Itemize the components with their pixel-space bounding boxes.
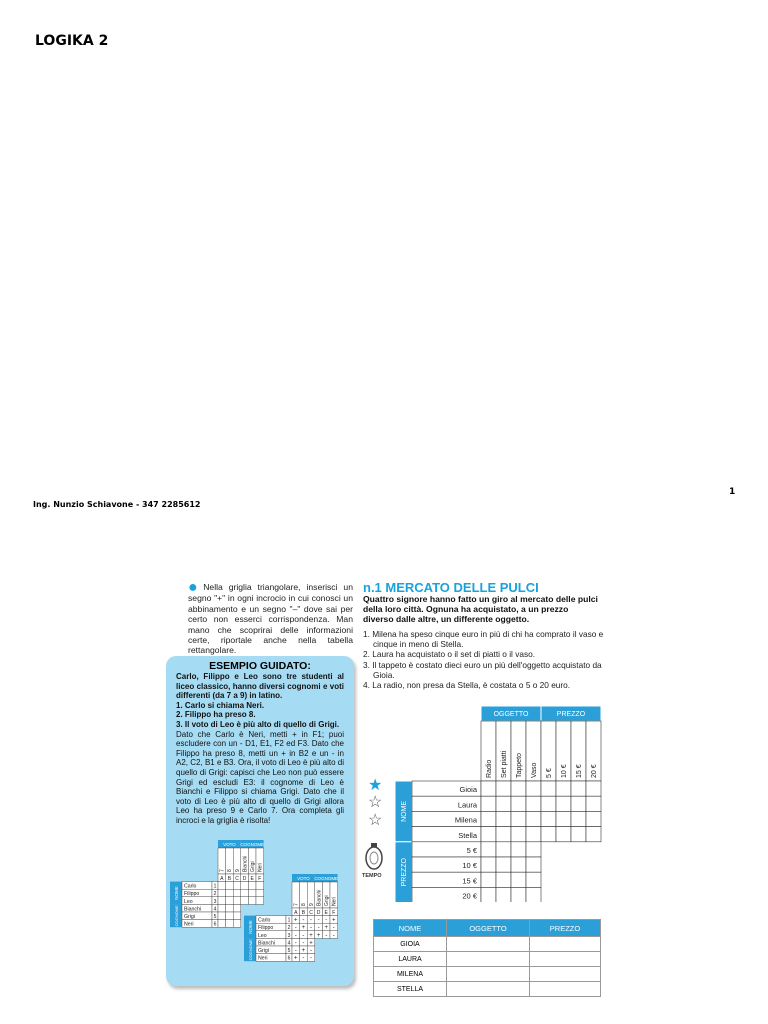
- header-cognome-side: COGNOME: [174, 905, 179, 927]
- grid-cell[interactable]: [556, 827, 571, 842]
- row-number: 2: [287, 925, 291, 932]
- grid-cell: [226, 904, 234, 912]
- logic-grid: [395, 706, 605, 902]
- grid-mark: +: [309, 932, 313, 939]
- grid-cell: [218, 912, 226, 920]
- column-letter: E: [250, 876, 254, 882]
- clue-1: 1. Milena ha speso cinque euro in più di chi ha comprato il vaso e cinque in meno di Stella.: [363, 629, 604, 650]
- grid-cell[interactable]: [496, 887, 511, 902]
- column-letter: F: [332, 910, 336, 916]
- row-label: Neri: [258, 955, 268, 962]
- grid-mark: -: [310, 955, 312, 962]
- row-label: Neri: [184, 921, 194, 928]
- grid-mark: +: [324, 925, 328, 932]
- grid-mark: +: [316, 932, 321, 939]
- grid-mark: +: [294, 917, 298, 924]
- grid-mark: +: [301, 925, 306, 932]
- row-number: 4: [213, 906, 217, 913]
- row-label: Filippo: [184, 891, 200, 898]
- grid-cell: [226, 912, 234, 920]
- row-label: 5 €: [466, 846, 477, 855]
- row-number: 5: [213, 914, 217, 920]
- row-label: Leo: [258, 932, 267, 939]
- star-filled-icon: ★: [368, 777, 383, 794]
- grid-cell[interactable]: [526, 842, 541, 857]
- row-label: Gioia: [459, 785, 477, 795]
- grid-cell[interactable]: [496, 827, 511, 842]
- row-label: Bianchi: [184, 906, 202, 913]
- row-number: 1: [213, 883, 217, 890]
- grid-cell: [233, 904, 241, 912]
- grid-mark: -: [317, 925, 320, 932]
- column-label: Set piatti: [501, 750, 508, 778]
- grid-cell[interactable]: [496, 796, 511, 811]
- guided-example-clue-2: 2. Filippo ha preso 8.: [176, 710, 256, 720]
- row-label: Filippo: [258, 925, 274, 932]
- row-label: Bianchi: [258, 940, 276, 947]
- grid-cell: [233, 912, 241, 920]
- grid-mark: -: [302, 932, 305, 939]
- grid-cell: [218, 889, 226, 897]
- column-letter: D: [242, 876, 247, 882]
- guided-example-explanation: Dato che Carlo è Neri, metti + in F1; puoi escludere con un - D1, E1, F2 ed F3. Dato che Filippo ha preso 8, metti un + in B2 e un - in A2, C2, B1 e B3. Ora, il voto di Leo è più alto di quello di Grigi: capisci che Leo non può essere Grigi ed escludi E3: il cognome di Leo è Bianchi e Filippo si chiama Grigi. Dato che il voto di Leo è più alto di quello di Grigi allora Leo ha preso 9 e Carlo 7. Ora completa gli incroci e la griglia è risolta!: [176, 729, 344, 825]
- intro-text: Nella griglia triangolare, inserisci un segno "+" in ogni incrocio in cui conosci un abbinamento e un segno "–" dove sai per certo non esserci corrispondenza. Man mano che scoprirai delle informazioni certe, riportale anche nella tabella rettangolare.: [188, 582, 353, 656]
- grid-cell[interactable]: [511, 857, 526, 872]
- column-label: 7: [219, 869, 226, 872]
- grid-cell[interactable]: [481, 872, 496, 887]
- row-label: 15 €: [462, 876, 477, 886]
- header-cognome: COGNOME: [240, 842, 265, 847]
- summary-object-cell[interactable]: [447, 967, 530, 982]
- grid-cell[interactable]: [511, 887, 526, 902]
- grid-cell[interactable]: [481, 811, 496, 826]
- grid-cell[interactable]: [481, 887, 496, 902]
- grid-mark: -: [294, 925, 297, 932]
- grid-cell[interactable]: [481, 827, 496, 842]
- row-number: 4: [287, 940, 291, 947]
- row-label: Grigi: [184, 914, 195, 920]
- header-voto: VOTO: [297, 876, 310, 881]
- document-title: LOGIKA 2: [35, 33, 109, 49]
- grid-mark: +: [309, 940, 313, 947]
- grid-mark: -: [294, 948, 297, 954]
- guided-example-title: ESEMPIO GUIDATO:: [209, 660, 311, 672]
- intro-paragraph: [188, 579, 353, 656]
- header-voto: VOTO: [223, 842, 236, 847]
- grid-mark: -: [302, 917, 305, 924]
- clue-4: 4. La radio, non presa da Stella, è costata o 5 o 20 euro.: [363, 680, 571, 691]
- grid-cell[interactable]: [541, 796, 556, 811]
- summary-price-cell[interactable]: [530, 937, 601, 952]
- table-row: [374, 982, 601, 997]
- summary-price-cell[interactable]: [530, 967, 601, 982]
- row-label: 20 €: [462, 891, 477, 901]
- grid-cell[interactable]: [526, 781, 541, 796]
- grid-cell: [218, 904, 226, 912]
- guided-example-clue-3: 3. Il voto di Leo è più alto di quello di Grigi.: [176, 719, 340, 729]
- clue-3: 3. Il tappeto è costato dieci euro un più dell'oggetto acquistato da Gioia.: [363, 659, 602, 680]
- summary-price-cell[interactable]: [530, 982, 601, 997]
- grid-mark: +: [332, 917, 336, 924]
- grid-mark: -: [302, 940, 305, 947]
- guided-example-text: [176, 672, 344, 826]
- grid-cell[interactable]: [526, 796, 541, 811]
- row-label: 10 €: [462, 861, 477, 871]
- summary-name: STELLA: [374, 982, 447, 997]
- column-letter: B: [301, 910, 306, 916]
- grid-cell: [218, 897, 226, 905]
- row-label: Stella: [458, 830, 477, 840]
- grid-cell[interactable]: [541, 811, 556, 826]
- grid-mark: +: [294, 955, 298, 962]
- grid-mark: -: [310, 948, 312, 954]
- grid-mark: -: [302, 955, 305, 962]
- header-oggetto: OGGETTO: [493, 711, 529, 718]
- grid-cell[interactable]: [541, 827, 556, 842]
- grid-cell[interactable]: [571, 827, 586, 842]
- row-number: 3: [287, 932, 291, 939]
- column-label: 15 €: [576, 764, 583, 778]
- column-label: 5 €: [546, 768, 553, 778]
- header-nome: NOME: [174, 886, 179, 900]
- column-label: Bianchi: [316, 889, 323, 906]
- grid-mark: -: [325, 932, 328, 939]
- table-row: [374, 952, 601, 967]
- stopwatch-icon: [362, 842, 386, 872]
- puzzle-clues: [363, 629, 605, 690]
- header-nome: NOME: [248, 920, 253, 934]
- column-letter: D: [316, 910, 321, 916]
- author-line: Ing. Nunzio Schiavone - 347 2285612: [33, 500, 201, 509]
- summary-object-cell[interactable]: [447, 952, 530, 967]
- row-number: 2: [213, 891, 217, 898]
- summary-table: [373, 919, 601, 997]
- grid-cell[interactable]: [556, 811, 571, 826]
- header-cognome-side: COGNOME: [248, 939, 253, 961]
- grid-cell[interactable]: [556, 781, 571, 796]
- grid-mark: -: [332, 925, 335, 932]
- grid-cell: [218, 882, 226, 890]
- row-number: 1: [287, 917, 291, 924]
- guided-example-intro: Carlo, Filippo e Leo sono tre studenti al liceo classico, hanno diversi cognomi e voti differenti (da 7 a 9) in latino.: [176, 672, 344, 701]
- summary-object-cell[interactable]: [447, 937, 530, 952]
- header-cognome: COGNOME: [314, 876, 339, 881]
- column-letter: A: [294, 910, 298, 916]
- grid-mark: +: [301, 948, 306, 954]
- page-number: 1: [729, 487, 736, 497]
- grid-cell[interactable]: [511, 842, 526, 857]
- header-nome: NOME: [401, 800, 408, 822]
- guided-example-clue-1: 1. Carlo si chiama Neri.: [176, 700, 265, 710]
- grid-cell: [248, 889, 256, 897]
- column-label: Bianchi: [242, 855, 249, 872]
- row-label: Grigi: [258, 948, 269, 954]
- summary-name: LAURA: [374, 952, 447, 967]
- clue-2: 2. Laura ha acquistato o il set di piatti o il vaso.: [363, 649, 536, 660]
- grid-cell[interactable]: [571, 811, 586, 826]
- row-number: 5: [287, 948, 291, 954]
- row-number: 3: [213, 898, 217, 905]
- grid-cell: [233, 920, 241, 928]
- star-empty-icon: ☆: [368, 812, 383, 829]
- grid-cell: [233, 882, 241, 890]
- grid-mark: -: [332, 932, 335, 939]
- column-label: 9: [308, 903, 315, 906]
- summary-table-wrapper: [373, 919, 601, 997]
- grid-cell[interactable]: [526, 811, 541, 826]
- column-letter: C: [235, 876, 239, 882]
- grid-cell: [226, 897, 234, 905]
- grid-cell: [226, 882, 234, 890]
- summary-header-nome: NOME: [374, 920, 447, 937]
- summary-header-oggetto: OGGETTO: [447, 920, 530, 937]
- row-number: 6: [287, 955, 291, 962]
- grid-cell[interactable]: [586, 796, 601, 811]
- grid-cell: [256, 889, 264, 897]
- column-letter: E: [324, 910, 328, 916]
- grid-cell: [241, 882, 249, 890]
- example-grids: [166, 838, 354, 988]
- row-label: Leo: [184, 898, 193, 905]
- timer-label: TEMPO: [362, 873, 382, 879]
- summary-price-cell[interactable]: [530, 952, 601, 967]
- grid-cell: [218, 920, 226, 928]
- column-label: 8: [301, 903, 308, 906]
- grid-mark: -: [317, 917, 320, 924]
- row-label: Carlo: [258, 917, 271, 924]
- grid-cell[interactable]: [511, 872, 526, 887]
- grid-cell[interactable]: [586, 811, 601, 826]
- grid-cell[interactable]: [496, 842, 511, 857]
- grid-cell[interactable]: [511, 811, 526, 826]
- grid-cell: [256, 897, 264, 905]
- column-label: 8: [227, 869, 234, 872]
- summary-header-prezzo: PREZZO: [530, 920, 601, 937]
- grid-cell[interactable]: [496, 811, 511, 826]
- column-label: Grigi: [250, 861, 256, 872]
- column-label: Neri: [331, 896, 338, 906]
- grid-cell[interactable]: [586, 781, 601, 796]
- row-label: Carlo: [184, 883, 197, 890]
- header-prezzo-side: PREZZO: [401, 858, 408, 887]
- grid-cell: [233, 897, 241, 905]
- grid-cell[interactable]: [526, 857, 541, 872]
- speech-bubble-icon: ●: [188, 579, 202, 596]
- grid-cell: [256, 882, 264, 890]
- column-label: Neri: [257, 862, 264, 872]
- grid-cell: [241, 889, 249, 897]
- grid-mark: -: [294, 932, 297, 939]
- grid-cell[interactable]: [586, 827, 601, 842]
- column-label: Tappeto: [516, 753, 523, 778]
- grid-cell: [226, 889, 234, 897]
- column-label: Radio: [486, 759, 493, 778]
- column-label: 7: [293, 903, 300, 906]
- grid-cell[interactable]: [511, 781, 526, 796]
- column-label: 10 €: [561, 764, 568, 778]
- column-label: 9: [234, 869, 241, 872]
- summary-name: MILENA: [374, 967, 447, 982]
- row-label: Milena: [454, 815, 477, 825]
- grid-cell[interactable]: [511, 827, 526, 842]
- grid-cell[interactable]: [571, 796, 586, 811]
- table-row: [374, 937, 601, 952]
- grid-cell: [248, 882, 256, 890]
- example-grid-empty: [170, 840, 264, 928]
- puzzle-intro: Quattro signore hanno fatto un giro al mercato delle pulci della loro città. Ognuna ha acquistato, a un prezzo diverso dalle altre, un differente oggetto.: [363, 594, 598, 624]
- grid-cell: [226, 920, 234, 928]
- header-prezzo: PREZZO: [556, 711, 586, 718]
- grid-mark: -: [310, 925, 312, 932]
- row-label: Laura: [457, 800, 477, 810]
- grid-cell[interactable]: [481, 842, 496, 857]
- grid-cell[interactable]: [526, 827, 541, 842]
- logic-grid-cells: [395, 706, 601, 902]
- grid-mark: -: [310, 917, 312, 924]
- column-label: 20 €: [591, 764, 598, 778]
- grid-cell: [248, 897, 256, 905]
- grid-cell[interactable]: [526, 887, 541, 902]
- column-letter: B: [227, 876, 232, 882]
- grid-mark: -: [325, 917, 328, 924]
- summary-object-cell[interactable]: [447, 982, 530, 997]
- grid-cell[interactable]: [496, 872, 511, 887]
- grid-cell[interactable]: [511, 796, 526, 811]
- column-letter: F: [258, 876, 262, 882]
- star-empty-icon: ☆: [368, 794, 383, 811]
- puzzle-title: n.1 MERCATO DELLE PULCI: [363, 580, 539, 595]
- summary-name: GIOIA: [374, 937, 447, 952]
- row-number: 6: [213, 921, 217, 928]
- column-letter: A: [220, 876, 224, 882]
- grid-cell: [233, 889, 241, 897]
- grid-cell[interactable]: [481, 781, 496, 796]
- column-label: Grigi: [324, 895, 330, 906]
- grid-cell[interactable]: [541, 781, 556, 796]
- grid-cell[interactable]: [496, 857, 511, 872]
- grid-cell[interactable]: [556, 796, 571, 811]
- grid-cell[interactable]: [481, 857, 496, 872]
- grid-mark: -: [294, 940, 297, 947]
- grid-cell[interactable]: [526, 872, 541, 887]
- grid-cell[interactable]: [481, 796, 496, 811]
- table-row: [374, 967, 601, 982]
- column-label: Vaso: [531, 762, 538, 778]
- grid-cell[interactable]: [571, 781, 586, 796]
- grid-cell: [241, 897, 249, 905]
- grid-cell[interactable]: [496, 781, 511, 796]
- column-letter: C: [309, 910, 313, 916]
